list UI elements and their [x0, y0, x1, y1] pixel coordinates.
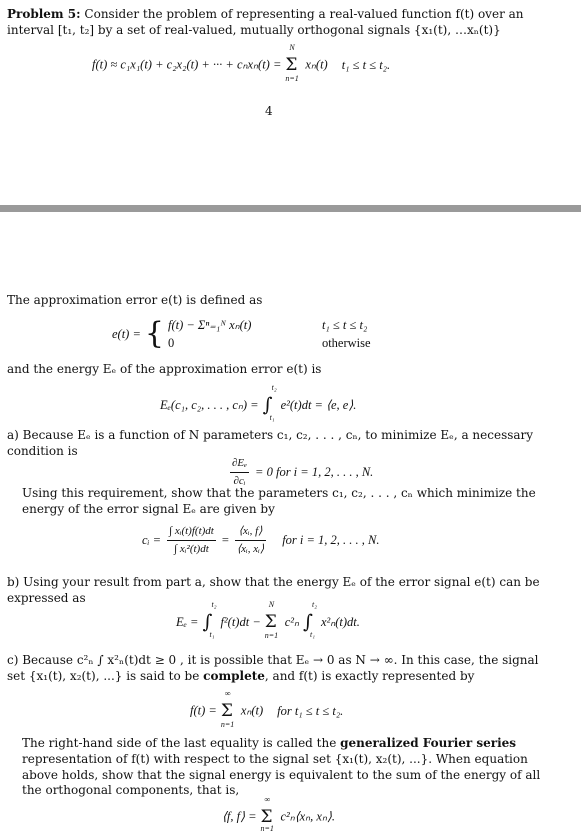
- b-sum-sign: Σ: [264, 612, 277, 633]
- part-c-text-b: , and f(t) is exactly represented by: [264, 668, 475, 683]
- part-c-text-a: c) Because c²ₙ ∫ x²ₙ(t)dt ≥ 0 , it is possible that Eₑ → 0 as N → ∞. In this case, the signal set {x₁(t), x₂(t), ...} is said to be: [7, 653, 539, 683]
- c-sum-bottom: n=1: [220, 720, 235, 729]
- c-eq-rhs: xₙ(t): [240, 703, 264, 718]
- b-integral-sign-2: ∫: [303, 611, 313, 633]
- eq3-lhs: Eₑ(c₁, c₂, . . . , cₙ) =: [160, 398, 259, 413]
- equation-parseval: [222, 795, 335, 833]
- equation-fourier-series: [190, 689, 344, 729]
- page-separator: [0, 205, 581, 212]
- part-b-text: b) Using your result from part a, show that the energy Eₑ of the error signal e(t) can be expressed as: [7, 575, 540, 605]
- problem-label: Problem 5:: [7, 7, 81, 21]
- ci-fraction-integral: [167, 524, 216, 556]
- part-c-text2-b: representation of f(t) with respect to the signal set {x₁(t), x₂(t), ...}. When equation above holds, show that the signal energy is equivalent to the sum of the energy of all the orthogonal components, that is,: [22, 751, 541, 798]
- ci-lhs: cᵢ =: [142, 532, 162, 547]
- eq1-condition: t₁ ≤ t ≤ t₂.: [341, 57, 391, 72]
- c-sum-sign: Σ: [220, 701, 233, 721]
- eq2-lhs: e(t) =: [112, 326, 141, 341]
- part-c-text2-a: The right-hand side of the last equality is called the: [22, 736, 337, 750]
- eq2-row2: 0: [167, 336, 175, 351]
- derivative-numerator: ∂Eₑ: [230, 456, 249, 473]
- final-sum-bottom: n=1: [260, 824, 274, 833]
- problem-text: Consider the problem of representing a real-valued function f(t) over an interval [t₁, t₂] by a set of real-valued, mutually orthogonal signals {x₁(t), …xₙ(t)}: [7, 7, 524, 37]
- c-eq-condition: for t₁ ≤ t ≤ t₂.: [277, 703, 344, 718]
- c-eq-lhs: f(t) =: [190, 703, 217, 718]
- eq2-row2-condition: otherwise: [321, 336, 371, 351]
- b-integral-sign: ∫: [202, 611, 213, 633]
- error-definition-text: The approximation error e(t) is defined as: [7, 293, 263, 307]
- final-sum-top: ∞: [264, 795, 271, 804]
- complete-term: complete: [203, 668, 265, 683]
- b-sum-bottom: n=1: [264, 631, 279, 641]
- b-sum-top: N: [268, 600, 275, 610]
- problem-intro: [7, 7, 555, 39]
- eq3-rhs: e²(t)dt = ⟨e, e⟩.: [280, 398, 357, 413]
- ci-f1-numerator: ∫ xᵢ(t)f(t)dt: [167, 524, 216, 541]
- ci-f1-denominator: ∫ xᵢ²(t)dt: [174, 542, 209, 555]
- eq3-integral-sign: ∫: [262, 394, 273, 416]
- generalized-fourier-series-term: generalized Fourier series: [340, 736, 517, 750]
- part-a-text: a) Because Eₑ is a function of N parameters c₁, c₂, . . . , cₙ, to minimize Eₑ, a necessary condition is: [7, 428, 534, 458]
- final-lhs: ⟨f, f⟩ =: [222, 809, 257, 824]
- derivative-fraction: [230, 456, 249, 488]
- part-c-text: [7, 653, 547, 685]
- final-rhs: c²ₙ⟨xₙ, xₙ⟩.: [280, 809, 335, 824]
- eq1-sum-bottom: n=1: [285, 74, 299, 83]
- b-coefficient: c²ₙ: [284, 615, 300, 630]
- derivative-rhs: = 0 for i = 1, 2, . . . , N.: [255, 464, 374, 479]
- b-lhs: Eₑ =: [176, 615, 199, 630]
- b-upper-limit: t₂: [211, 600, 217, 609]
- ci-fraction-inner: [235, 524, 266, 556]
- part-a-text-2: Using this requirement, show that the parameters c₁, c₂, . . . , cₙ which minimize the energy of the error signal Eₑ are given by: [22, 486, 536, 516]
- part-c-text-2: [22, 736, 544, 799]
- equation-ci: cᵢ = $\frac{\text{∫ xᵢ(t)f(t)dt}}{\text{∫ xᵢ²(t)dt}}$ = $\frac{\text{⟨xᵢ, f⟩}}{\text{⟨xᵢ, xᵢ⟩}}$ for i = 1, 2, . . . , N.: [142, 525, 380, 555]
- eq1-rhs: xₙ(t): [305, 57, 328, 72]
- b-lower-limit: t₁: [209, 630, 215, 639]
- eq1-lhs: f(t) ≈ c₁x₁(t) + c₂x₂(t) + ··· + cₙxₙ(t) =: [92, 57, 282, 72]
- ci-f2-numerator: ⟨xᵢ, f⟩: [235, 524, 266, 541]
- eq3-upper-limit: t₂: [271, 383, 277, 392]
- b-mid: f²(t)dt −: [220, 615, 261, 630]
- eq1-sum-sign: Σ: [285, 55, 298, 75]
- equation-derivative: [228, 456, 373, 488]
- final-sum-sign: Σ: [260, 807, 273, 827]
- ci-condition: for i = 1, 2, . . . , N.: [282, 532, 380, 547]
- equation-error: [112, 316, 371, 352]
- c-sum-top: ∞: [224, 689, 231, 698]
- eq1-sum-top: N: [289, 43, 295, 52]
- b-upper-limit-2: t₂: [312, 600, 318, 609]
- page-number: 4: [265, 104, 273, 118]
- equation-error-energy: [176, 600, 360, 641]
- b-rhs: x²ₙ(t)dt.: [320, 615, 360, 630]
- ci-f2-denominator: ⟨xᵢ, xᵢ⟩: [236, 542, 265, 555]
- eq2-row1: f(t) − Σⁿ₌₁ᴺ xₙ(t): [167, 318, 252, 332]
- eq3-lower-limit: t₁: [269, 413, 275, 422]
- b-lower-limit-2: t₁: [310, 630, 316, 639]
- eq2-brace: {: [144, 316, 164, 352]
- energy-definition-text: and the energy Eₑ of the approximation error e(t) is: [7, 362, 322, 376]
- equation-approximation: [92, 43, 391, 83]
- equation-energy: [160, 383, 357, 422]
- eq2-row1-condition: t₁ ≤ t ≤ t₂: [321, 318, 368, 332]
- derivative-denominator: ∂cᵢ: [233, 474, 246, 487]
